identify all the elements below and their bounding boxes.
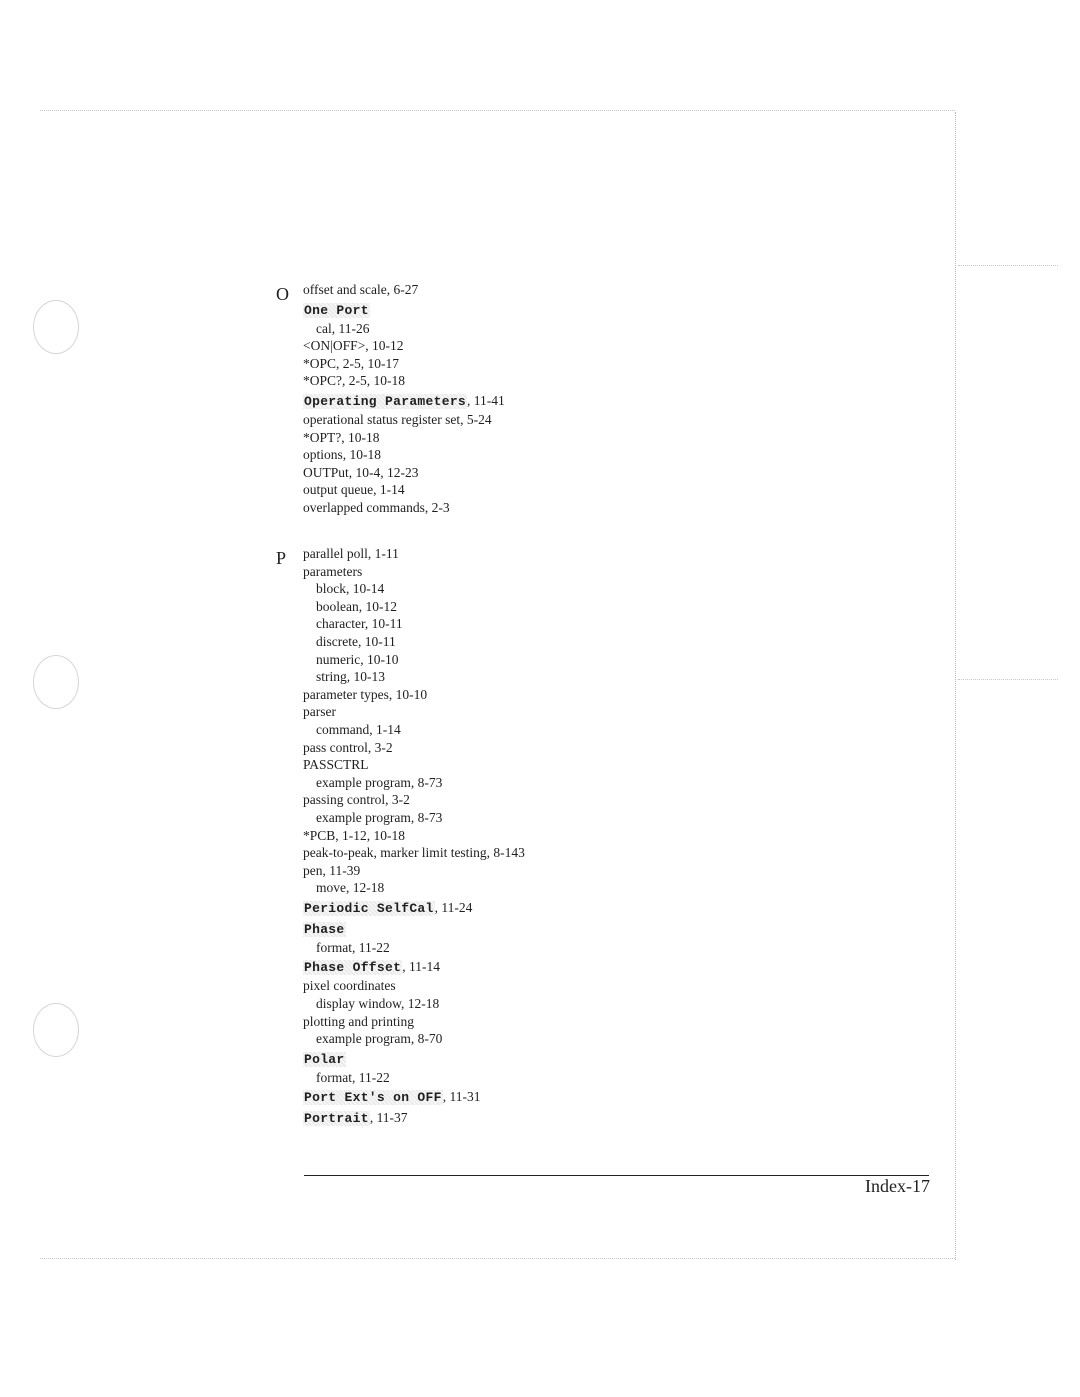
entry-text: cal, 11-26 — [316, 320, 370, 336]
entry-text: *OPC, 2-5, 10-17 — [303, 355, 400, 371]
softkey-label: One Port — [304, 302, 369, 318]
softkey-label: Phase Offset — [304, 960, 402, 976]
punch-hole-bottom — [33, 1003, 79, 1057]
index-entry — [303, 756, 723, 774]
index-entry — [303, 355, 723, 373]
entry-text: , 11-31 — [442, 1089, 481, 1105]
index-entry — [303, 977, 723, 995]
page-number: Index-17 — [865, 1176, 930, 1196]
softkey-label: Phase — [304, 921, 345, 937]
entry-text: plotting and printing — [303, 1013, 414, 1029]
entry-text: pass control, 3-2 — [303, 739, 393, 755]
entry-text: example program, 8-73 — [316, 809, 443, 825]
index-entry — [303, 739, 723, 757]
index-subentry — [303, 939, 723, 957]
entry-text: options, 10-18 — [303, 447, 382, 463]
entry-text: , 11-24 — [434, 899, 473, 915]
entry-text: operational status register set, 5-24 — [303, 411, 492, 427]
entry-text: format, 11-22 — [316, 939, 390, 955]
index-entry — [303, 918, 723, 939]
entry-text: parameters — [303, 563, 363, 579]
footer-rule — [304, 1175, 929, 1176]
index-entry — [303, 791, 723, 809]
index-subentry — [303, 633, 723, 651]
entry-text: string, 10-13 — [316, 669, 385, 685]
index-subentry — [303, 721, 723, 739]
index-entry — [303, 372, 723, 390]
punch-hole-top — [33, 300, 79, 354]
entry-text: output queue, 1-14 — [303, 482, 405, 498]
entry-text: example program, 8-73 — [316, 774, 443, 790]
entry-text: discrete, 10-11 — [316, 633, 396, 649]
entry-text: example program, 8-70 — [316, 1031, 443, 1047]
scan-edge-right-tab-top — [958, 265, 1058, 266]
index-subentry — [303, 615, 723, 633]
index-entry — [303, 844, 723, 862]
index-entry — [303, 411, 723, 429]
index-entry — [303, 862, 723, 880]
entry-text: OUTPut, 10-4, 12-23 — [303, 464, 419, 480]
entry-text: , 11-14 — [402, 959, 440, 975]
entry-text: *PCB, 1-12, 10-18 — [303, 827, 406, 843]
index-entry — [303, 337, 723, 355]
index-entry — [303, 390, 723, 411]
index-section-p — [303, 545, 723, 1128]
index-subentry — [303, 668, 723, 686]
softkey-label: Periodic SelfCal — [304, 900, 434, 916]
entry-text: pen, 11-39 — [303, 862, 361, 878]
scan-edge-right-tab-bottom — [958, 679, 1058, 680]
entry-text: command, 1-14 — [316, 721, 401, 737]
index-subentry — [303, 580, 723, 598]
section-letter-o: O — [276, 284, 289, 304]
scan-edge-right — [955, 112, 956, 1260]
index-entry — [303, 481, 723, 499]
softkey-label: Polar — [304, 1051, 345, 1067]
index-subentry — [303, 1069, 723, 1087]
entry-text: character, 10-11 — [316, 616, 403, 632]
index-entry — [303, 1086, 723, 1107]
index-entry — [303, 299, 723, 320]
entry-text: numeric, 10-10 — [316, 651, 399, 667]
index-subentry — [303, 879, 723, 897]
entry-text: , 11-37 — [369, 1110, 408, 1126]
index-entry — [303, 703, 723, 721]
index-entry — [303, 446, 723, 464]
index-subentry — [303, 1030, 723, 1048]
index-entry — [303, 499, 723, 517]
index-entry — [303, 686, 723, 704]
entry-text: overlapped commands, 2-3 — [303, 499, 450, 515]
index-subentry — [303, 774, 723, 792]
index-entry — [303, 1013, 723, 1031]
entry-text: display window, 12-18 — [316, 996, 440, 1012]
section-letter-p: P — [276, 548, 287, 568]
scan-edge-bottom — [40, 1258, 955, 1259]
index-entry — [303, 1048, 723, 1069]
softkey-label: Port Ext's on OFF — [304, 1090, 442, 1106]
entry-text: offset and scale, 6-27 — [303, 282, 419, 297]
entry-text: <ON|OFF>, 10-12 — [303, 338, 404, 354]
entry-text: pixel coordinates — [303, 978, 396, 994]
index-entry — [303, 545, 723, 563]
entry-text: parallel poll, 1-11 — [303, 546, 399, 561]
entry-text: format, 11-22 — [316, 1069, 390, 1085]
index-section-o — [303, 281, 723, 517]
index-subentry — [303, 598, 723, 616]
index-entry — [303, 281, 723, 299]
index-subentry — [303, 320, 723, 338]
index-entry — [303, 1107, 723, 1128]
index-subentry — [303, 995, 723, 1013]
softkey-label: Portrait — [304, 1111, 369, 1127]
scan-edge-top — [40, 110, 955, 111]
index-subentry — [303, 809, 723, 827]
index-entry — [303, 563, 723, 581]
punch-hole-middle — [33, 655, 79, 709]
entry-text: boolean, 10-12 — [316, 598, 397, 614]
entry-text: *OPT?, 10-18 — [303, 429, 380, 445]
entry-text: parser — [303, 704, 336, 720]
index-entry — [303, 464, 723, 482]
index-entry — [303, 956, 723, 977]
index-entry — [303, 897, 723, 918]
entry-text: move, 12-18 — [316, 880, 385, 896]
entry-text: , 11-41 — [467, 392, 505, 408]
entry-text: passing control, 3-2 — [303, 792, 410, 808]
entry-text: *OPC?, 2-5, 10-18 — [303, 373, 405, 389]
softkey-label: Operating Parameters — [304, 393, 467, 409]
index-subentry — [303, 651, 723, 669]
index-entry — [303, 827, 723, 845]
entry-text: block, 10-14 — [316, 581, 385, 597]
entry-text: parameter types, 10-10 — [303, 686, 428, 702]
index-entry — [303, 429, 723, 447]
entry-text: PASSCTRL — [303, 757, 369, 773]
entry-text: peak-to-peak, marker limit testing, 8-143 — [303, 845, 525, 861]
